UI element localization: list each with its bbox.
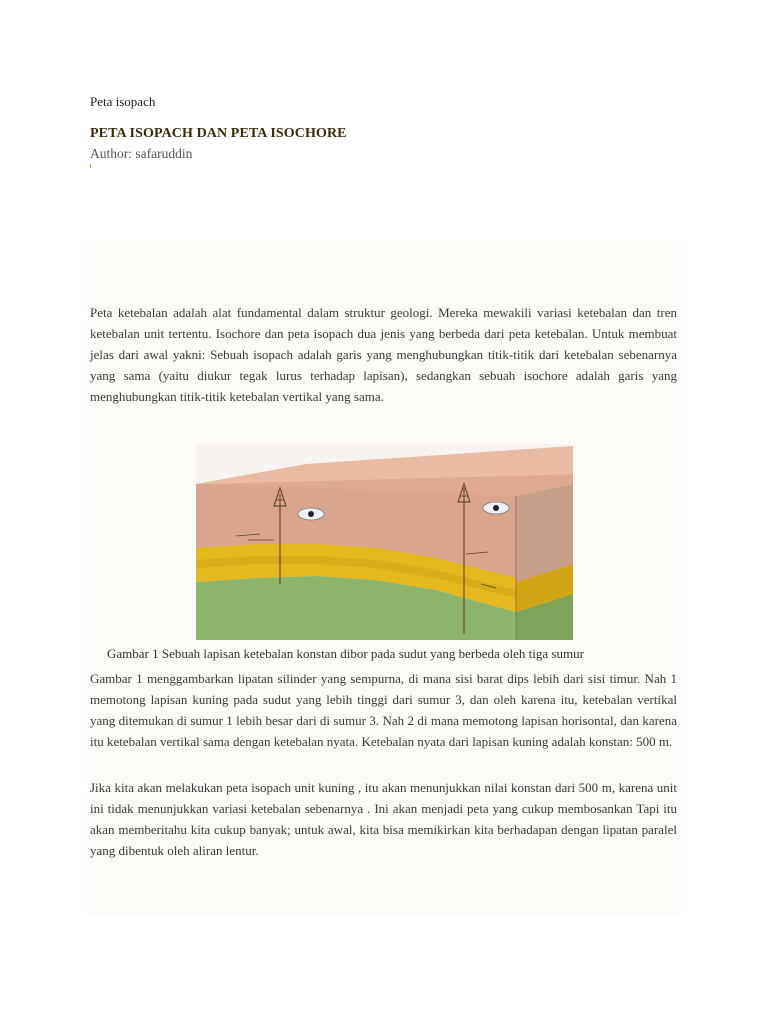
- document-author: Author: safaruddin: [90, 146, 193, 161]
- paragraph-figure-explanation: Gambar 1 menggambarkan lipatan silinder yang sempurna, di mana sisi barat dips lebih dari sisi timur. Nah 1 memotong lapisan kuning pada sudut yang lebih tinggi dari sumur 3, dan oleh karena itu, ketebalan vertikal yang ditemukan di sumur 1 lebih besar dari di sumur 3. Nah 2 di mana memotong lapisan horisontal, dan karena itu ketebalan vertikal sama dengan ketebalan nyata. Ketebalan nyata dari lapisan kuning adalah konstan: 500 m.: [90, 671, 677, 749]
- figure-1: [196, 444, 573, 640]
- document-title: PETA ISOPACH DAN PETA ISOCHORE: [90, 126, 347, 141]
- decorative-tick: [90, 164, 91, 168]
- paragraph-intro: Peta ketebalan adalah alat fundamental dalam struktur geologi. Mereka mewakili variasi ketebalan dan tren ketebalan unit tertentu. Isochore dan peta isopach dua jenis yang berbeda dari peta ketebalan. Untuk membuat jelas dari awal yakni: Sebuah isopach adalah garis yang menghubungkan titik-titik dari ketebalan sebenarnya yang sama (yaitu diukur tegak lurus terhadap lapisan), sedangkan sebuah isochore adalah garis yang menghubungkan titik-titik ketebalan vertikal yang sama.: [90, 305, 677, 404]
- document-label: Peta isopach: [90, 94, 156, 109]
- figure-caption: Gambar 1 Sebuah lapisan ketebalan konstan dibor pada sudut yang berbeda oleh tiga sumur: [107, 646, 584, 661]
- paragraph-isopach-conclusion: Jika kita akan melakukan peta isopach unit kuning , itu akan menunjukkan nilai konstan dari 500 m, karena unit ini tidak menunjukkan variasi ketebalan sebenarnya . Ini akan menjadi peta yang cukup membosankan Tapi itu akan memberitahu kita cukup banyak; untuk awal, kita bisa memikirkan kita berhadapan dengan lipatan paralel yang dibentuk oleh aliran lentur.: [90, 780, 677, 858]
- block-diagram: [196, 444, 573, 640]
- eye-icon: [298, 508, 324, 520]
- eye-icon: [483, 502, 509, 514]
